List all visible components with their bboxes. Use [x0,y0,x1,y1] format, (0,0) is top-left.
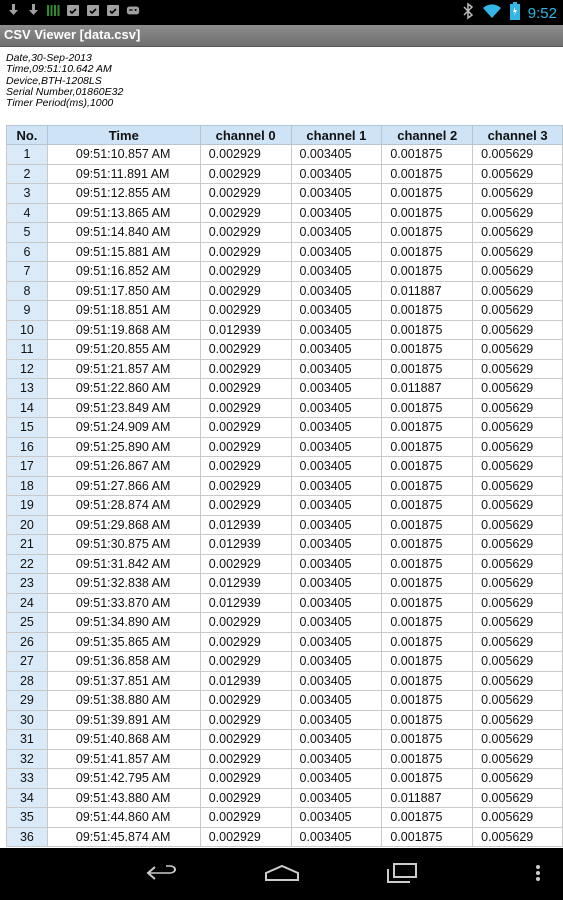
cell-channel-2: 0.001875 [382,242,473,262]
cell-channel-2: 0.001875 [382,184,473,204]
table-row [7,320,563,340]
cell-time: 09:51:41.857 AM [47,749,200,769]
cell-time: 09:51:33.870 AM [47,593,200,613]
gamepad-icon [126,3,140,17]
cell-channel-1: 0.003405 [291,749,382,769]
cell-channel-1: 0.003405 [291,457,382,477]
cell-channel-3: 0.005629 [473,691,563,711]
cell-channel-3: 0.005629 [473,379,563,399]
cell-time: 09:51:28.874 AM [47,496,200,516]
cell-channel-0: 0.002929 [200,730,291,750]
cell-channel-2: 0.001875 [382,476,473,496]
cell-channel-0: 0.002929 [200,301,291,321]
cell-time: 09:51:10.857 AM [47,145,200,165]
cell-channel-1: 0.003405 [291,496,382,516]
cell-channel-2: 0.001875 [382,203,473,223]
cell-no: 9 [7,301,48,321]
table-body [7,145,563,847]
cell-no: 36 [7,827,48,847]
column-header-channel-0: channel 0 [200,126,291,145]
cell-channel-2: 0.001875 [382,691,473,711]
cell-time: 09:51:34.890 AM [47,613,200,633]
system-icons [462,2,557,24]
cell-channel-1: 0.003405 [291,418,382,438]
cell-channel-0: 0.002929 [200,632,291,652]
cell-channel-3: 0.005629 [473,593,563,613]
cell-no: 14 [7,398,48,418]
cell-no: 34 [7,788,48,808]
cell-channel-0: 0.002929 [200,613,291,633]
cell-channel-1: 0.003405 [291,184,382,204]
cell-channel-1: 0.003405 [291,515,382,535]
cell-time: 09:51:18.851 AM [47,301,200,321]
cell-channel-0: 0.012939 [200,535,291,555]
cell-channel-2: 0.001875 [382,730,473,750]
cell-time: 09:51:31.842 AM [47,554,200,574]
table-row [7,457,563,477]
table-row [7,203,563,223]
cell-channel-3: 0.005629 [473,320,563,340]
cell-channel-3: 0.005629 [473,242,563,262]
table-row [7,652,563,672]
cell-channel-3: 0.005629 [473,632,563,652]
cell-channel-2: 0.001875 [382,808,473,828]
cell-no: 18 [7,476,48,496]
cell-no: 4 [7,203,48,223]
table-row [7,437,563,457]
clock: 9:52 [527,4,557,22]
cell-no: 16 [7,437,48,457]
cell-channel-2: 0.001875 [382,632,473,652]
calendar-check-icon [106,3,120,17]
wifi-icon [482,3,502,23]
cell-channel-1: 0.003405 [291,593,382,613]
cell-channel-0: 0.002929 [200,808,291,828]
cell-time: 09:51:35.865 AM [47,632,200,652]
cell-time: 09:51:36.858 AM [47,652,200,672]
cell-no: 5 [7,223,48,243]
cell-channel-1: 0.003405 [291,223,382,243]
cell-channel-1: 0.003405 [291,340,382,360]
cell-channel-0: 0.002929 [200,827,291,847]
cell-channel-0: 0.002929 [200,203,291,223]
cell-channel-2: 0.001875 [382,613,473,633]
table-row [7,613,563,633]
cell-channel-1: 0.003405 [291,320,382,340]
cell-channel-2: 0.001875 [382,593,473,613]
cell-channel-2: 0.001875 [382,359,473,379]
table-row [7,515,563,535]
cell-channel-2: 0.001875 [382,769,473,789]
cell-channel-2: 0.001875 [382,652,473,672]
calendar-check-icon [86,3,100,17]
table-row [7,788,563,808]
cell-channel-0: 0.012939 [200,515,291,535]
cell-channel-3: 0.005629 [473,281,563,301]
cell-channel-3: 0.005629 [473,457,563,477]
cell-channel-3: 0.005629 [473,418,563,438]
cell-time: 09:51:19.868 AM [47,320,200,340]
table-row [7,418,563,438]
cell-channel-2: 0.001875 [382,496,473,516]
cell-no: 11 [7,340,48,360]
cell-channel-2: 0.001875 [382,145,473,165]
calendar-check-icon [66,3,80,17]
back-icon [145,863,179,887]
cell-channel-2: 0.011887 [382,281,473,301]
column-header-channel-3: channel 3 [473,126,563,145]
cell-channel-1: 0.003405 [291,691,382,711]
cell-channel-3: 0.005629 [473,769,563,789]
cell-channel-1: 0.003405 [291,301,382,321]
cell-channel-0: 0.002929 [200,496,291,516]
cell-no: 1 [7,145,48,165]
cell-channel-2: 0.001875 [382,262,473,282]
cell-time: 09:51:42.795 AM [47,769,200,789]
signal-bars-icon [46,3,60,17]
cell-channel-0: 0.002929 [200,749,291,769]
cell-time: 09:51:13.865 AM [47,203,200,223]
cell-channel-1: 0.003405 [291,476,382,496]
bluetooth-icon [462,2,474,24]
cell-channel-0: 0.012939 [200,320,291,340]
cell-time: 09:51:27.866 AM [47,476,200,496]
cell-channel-3: 0.005629 [473,574,563,594]
cell-channel-0: 0.012939 [200,574,291,594]
cell-time: 09:51:39.891 AM [47,710,200,730]
cell-channel-0: 0.002929 [200,652,291,672]
cell-channel-0: 0.012939 [200,671,291,691]
cell-channel-0: 0.002929 [200,262,291,282]
cell-channel-0: 0.002929 [200,418,291,438]
table-row [7,223,563,243]
table-row [7,593,563,613]
cell-channel-2: 0.001875 [382,515,473,535]
cell-no: 13 [7,379,48,399]
notification-icons [6,3,140,17]
cell-channel-0: 0.002929 [200,769,291,789]
table-row [7,262,563,282]
cell-time: 09:51:43.880 AM [47,788,200,808]
table-header-row [7,126,563,145]
cell-no: 12 [7,359,48,379]
cell-channel-3: 0.005629 [473,730,563,750]
cell-channel-0: 0.002929 [200,398,291,418]
table-row [7,574,563,594]
table-row [7,496,563,516]
cell-no: 22 [7,554,48,574]
cell-channel-2: 0.001875 [382,827,473,847]
cell-channel-0: 0.002929 [200,691,291,711]
cell-no: 25 [7,613,48,633]
cell-channel-0: 0.002929 [200,710,291,730]
recent-apps-button[interactable] [382,862,422,888]
meta-line: Serial Number,01860E32 [6,85,124,98]
cell-time: 09:51:37.851 AM [47,671,200,691]
meta-line: Timer Period(ms),1000 [6,97,114,110]
cell-time: 09:51:32.838 AM [47,574,200,594]
overflow-menu-button[interactable] [518,862,558,888]
cell-channel-1: 0.003405 [291,827,382,847]
cell-channel-1: 0.003405 [291,788,382,808]
cell-no: 31 [7,730,48,750]
cell-time: 09:51:45.874 AM [47,827,200,847]
cell-channel-3: 0.005629 [473,398,563,418]
cell-channel-0: 0.002929 [200,164,291,184]
cell-channel-3: 0.005629 [473,496,563,516]
cell-channel-0: 0.002929 [200,476,291,496]
table-row [7,398,563,418]
cell-no: 15 [7,418,48,438]
cell-channel-2: 0.001875 [382,710,473,730]
cell-channel-3: 0.005629 [473,359,563,379]
cell-time: 09:51:26.867 AM [47,457,200,477]
cell-channel-3: 0.005629 [473,262,563,282]
cell-channel-0: 0.012939 [200,593,291,613]
table-row [7,281,563,301]
cell-channel-2: 0.011887 [382,788,473,808]
app-title: CSV Viewer [data.csv] [4,27,141,42]
table-row [7,242,563,262]
data-table [6,125,563,847]
cell-no: 3 [7,184,48,204]
cell-channel-3: 0.005629 [473,613,563,633]
home-button[interactable] [262,862,302,888]
cell-no: 24 [7,593,48,613]
cell-no: 26 [7,632,48,652]
cell-channel-1: 0.003405 [291,710,382,730]
download-icon [6,3,20,17]
cell-no: 29 [7,691,48,711]
cell-no: 6 [7,242,48,262]
cell-channel-2: 0.001875 [382,554,473,574]
cell-no: 7 [7,262,48,282]
battery-icon [510,2,520,24]
cell-channel-0: 0.002929 [200,340,291,360]
table-row [7,808,563,828]
cell-channel-1: 0.003405 [291,359,382,379]
recent-apps-icon [385,862,419,888]
cell-channel-3: 0.005629 [473,827,563,847]
cell-time: 09:51:23.849 AM [47,398,200,418]
cell-no: 2 [7,164,48,184]
table-row [7,691,563,711]
cell-no: 21 [7,535,48,555]
cell-channel-1: 0.003405 [291,574,382,594]
cell-channel-1: 0.003405 [291,808,382,828]
column-header-time: Time [47,126,200,145]
cell-channel-1: 0.003405 [291,437,382,457]
cell-channel-0: 0.002929 [200,437,291,457]
table-row [7,340,563,360]
csv-content[interactable] [0,47,563,848]
cell-no: 17 [7,457,48,477]
cell-channel-1: 0.003405 [291,379,382,399]
cell-channel-3: 0.005629 [473,301,563,321]
cell-time: 09:51:11.891 AM [47,164,200,184]
cell-channel-1: 0.003405 [291,652,382,672]
cell-channel-3: 0.005629 [473,223,563,243]
cell-channel-1: 0.003405 [291,203,382,223]
meta-line: Device,BTH-1208LS [6,74,102,87]
cell-channel-0: 0.002929 [200,223,291,243]
cell-time: 09:51:25.890 AM [47,437,200,457]
meta-line: Date,30-Sep-2013 [6,52,92,64]
cell-channel-3: 0.005629 [473,788,563,808]
status-bar [0,0,563,25]
cell-channel-1: 0.003405 [291,281,382,301]
column-header-no: No. [7,126,48,145]
cell-time: 09:51:38.880 AM [47,691,200,711]
column-header-channel-2: channel 2 [382,126,473,145]
cell-channel-2: 0.001875 [382,398,473,418]
cell-no: 20 [7,515,48,535]
cell-channel-0: 0.002929 [200,457,291,477]
cell-channel-2: 0.001875 [382,437,473,457]
cell-channel-1: 0.003405 [291,535,382,555]
cell-channel-1: 0.003405 [291,145,382,165]
cell-channel-2: 0.001875 [382,535,473,555]
cell-channel-0: 0.002929 [200,554,291,574]
file-metadata [6,53,123,109]
cell-channel-0: 0.002929 [200,788,291,808]
cell-time: 09:51:44.860 AM [47,808,200,828]
cell-channel-3: 0.005629 [473,164,563,184]
table-row [7,476,563,496]
table-row [7,184,563,204]
table-row [7,671,563,691]
cell-channel-2: 0.001875 [382,223,473,243]
cell-channel-2: 0.001875 [382,320,473,340]
cell-channel-2: 0.001875 [382,457,473,477]
table-row [7,164,563,184]
cell-channel-0: 0.002929 [200,379,291,399]
cell-channel-3: 0.005629 [473,671,563,691]
cell-no: 23 [7,574,48,594]
meta-line: Time,09:51:10.642 AM [6,63,112,76]
cell-no: 19 [7,496,48,516]
cell-channel-3: 0.005629 [473,749,563,769]
cell-time: 09:51:22.860 AM [47,379,200,399]
cell-time: 09:51:14.840 AM [47,223,200,243]
table-row [7,769,563,789]
cell-channel-2: 0.001875 [382,301,473,321]
cell-channel-2: 0.001875 [382,574,473,594]
navigation-bar [0,848,563,900]
cell-channel-1: 0.003405 [291,242,382,262]
cell-time: 09:51:30.875 AM [47,535,200,555]
cell-time: 09:51:24.909 AM [47,418,200,438]
home-icon [263,863,301,887]
cell-channel-2: 0.001875 [382,671,473,691]
app-title-bar [0,25,563,47]
cell-channel-3: 0.005629 [473,652,563,672]
cell-no: 35 [7,808,48,828]
cell-channel-3: 0.005629 [473,535,563,555]
cell-channel-3: 0.005629 [473,437,563,457]
overflow-menu-icon [535,863,541,887]
cell-channel-0: 0.002929 [200,184,291,204]
cell-channel-3: 0.005629 [473,145,563,165]
cell-no: 28 [7,671,48,691]
cell-no: 27 [7,652,48,672]
cell-time: 09:51:12.855 AM [47,184,200,204]
cell-no: 32 [7,749,48,769]
table-row [7,145,563,165]
cell-channel-2: 0.001875 [382,340,473,360]
cell-channel-1: 0.003405 [291,164,382,184]
cell-time: 09:51:20.855 AM [47,340,200,360]
download-icon [26,3,40,17]
table-row [7,535,563,555]
cell-channel-3: 0.005629 [473,515,563,535]
table-row [7,710,563,730]
cell-channel-0: 0.002929 [200,281,291,301]
cell-channel-1: 0.003405 [291,398,382,418]
cell-time: 09:51:15.881 AM [47,242,200,262]
cell-channel-0: 0.002929 [200,242,291,262]
cell-channel-1: 0.003405 [291,554,382,574]
back-button[interactable] [142,862,182,888]
cell-time: 09:51:29.868 AM [47,515,200,535]
cell-channel-1: 0.003405 [291,769,382,789]
cell-time: 09:51:40.868 AM [47,730,200,750]
cell-channel-3: 0.005629 [473,203,563,223]
cell-channel-0: 0.002929 [200,359,291,379]
cell-channel-3: 0.005629 [473,184,563,204]
cell-channel-0: 0.002929 [200,145,291,165]
cell-channel-1: 0.003405 [291,730,382,750]
cell-time: 09:51:21.857 AM [47,359,200,379]
cell-no: 30 [7,710,48,730]
cell-channel-2: 0.001875 [382,418,473,438]
cell-no: 10 [7,320,48,340]
cell-channel-1: 0.003405 [291,671,382,691]
cell-no: 8 [7,281,48,301]
cell-channel-3: 0.005629 [473,340,563,360]
cell-channel-3: 0.005629 [473,476,563,496]
cell-channel-2: 0.001875 [382,749,473,769]
table-row [7,554,563,574]
cell-channel-1: 0.003405 [291,262,382,282]
cell-channel-2: 0.011887 [382,379,473,399]
cell-channel-3: 0.005629 [473,808,563,828]
cell-channel-2: 0.001875 [382,164,473,184]
table-row [7,730,563,750]
cell-channel-3: 0.005629 [473,710,563,730]
table-row [7,359,563,379]
cell-channel-3: 0.005629 [473,554,563,574]
cell-time: 09:51:17.850 AM [47,281,200,301]
cell-no: 33 [7,769,48,789]
table-row [7,749,563,769]
table-row [7,379,563,399]
cell-channel-1: 0.003405 [291,613,382,633]
table-row [7,632,563,652]
cell-time: 09:51:16.852 AM [47,262,200,282]
table-row [7,827,563,847]
column-header-channel-1: channel 1 [291,126,382,145]
cell-channel-1: 0.003405 [291,632,382,652]
table-row [7,301,563,321]
